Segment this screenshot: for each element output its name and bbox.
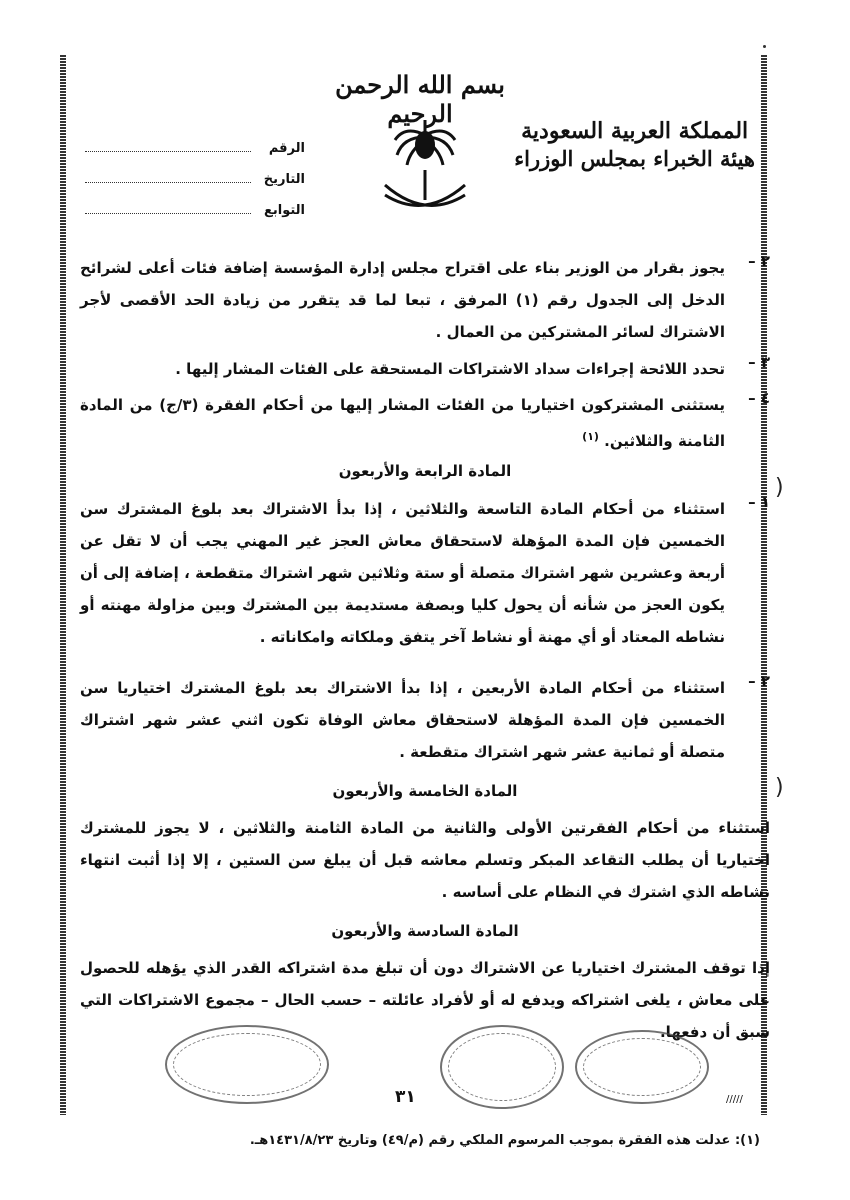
clause-4: [80, 389, 770, 457]
margin-bracket: ): [775, 475, 784, 500]
clause-text: يستثنى المشتركون اختياريا من الفئات المشار إليها من أحكام الفقرة (٣/ج) من المادة الثامنة والثلاثين.: [80, 396, 726, 450]
document-body: [80, 0, 770, 1200]
org-line-2: هيئة الخبراء بمجلس الوزراء: [514, 146, 755, 171]
official-stamp-center: [440, 1025, 564, 1109]
official-stamp-right: [575, 1030, 709, 1104]
margin-bracket: ): [775, 775, 784, 800]
clause-text: استثناء من أحكام المادة الأربعين ، إذا بدأ الاشتراك بعد بلوغ المشترك اختياريا سن الخمسين فإن المدة المؤهلة لاستحقاق معاش الوفاة تكون اثني عشر شهر اشتراك متصلة أو ثمانية عشر شهر اشتراك متقطعة .: [80, 679, 725, 761]
clause-number: ٣ –: [748, 353, 770, 371]
org-line-1: المملكة العربية السعودية: [521, 118, 749, 144]
article-46-heading: المادة السادسة والأربعون: [331, 922, 519, 940]
clause-2: [80, 252, 770, 348]
ref-attachments-label: التوابع: [263, 203, 305, 218]
article-44-clause-1: [80, 493, 770, 653]
clause-number: ١ –: [748, 493, 770, 511]
clause-3: [80, 353, 770, 385]
article-44-clause-2: [80, 672, 770, 768]
clause-text: يجوز بقرار من الوزير بناء على اقتراح مجلس إدارة المؤسسة إضافة فئات أعلى لشرائح الدخل إلى الجدول رقم (١) المرفق ، تبعا لما قد يتقرر من زيادة الحد الأقصى لأجر الاشتراك لسائر المشتركين من العمال .: [80, 259, 725, 341]
clause-number: ٢ –: [748, 252, 770, 270]
ref-date-label: التاريخ: [263, 172, 305, 187]
bismillah: بسم الله الرحمن الرحيم: [335, 70, 505, 128]
page-number: ٣١: [395, 1087, 416, 1107]
clause-text: تحدد اللائحة إجراءات سداد الاشتراكات المستحقة على الفئات المشار إليها .: [175, 360, 725, 378]
clause-number: ٤ –: [748, 389, 770, 407]
clause-text-wrap: [80, 389, 725, 457]
article-45-heading: المادة الخامسة والأربعون: [332, 782, 518, 800]
corner-marks: /////: [726, 1094, 743, 1105]
ref-number-label: الرقم: [268, 141, 305, 156]
article-46-text: إذا توقف المشترك اختياريا عن الاشتراك دون أن تبلغ مدة اشتراكه القدر الذي يؤهله للحصول على معاش ، يلغى اشتراكه ويدفع له أو لأفراد عائلته – حسب الحال – مجموع الاشتراكات التي سبق أن دفعها.: [80, 959, 770, 1041]
footnote-mark: (١): [582, 430, 599, 443]
left-border: [60, 55, 66, 1115]
footnote: (١): عدلت هذه الفقرة بموجب المرسوم الملكي رقم (م/٤٩) وتاريخ ١٤٣١/٨/٢٣هـ.: [249, 1133, 760, 1148]
article-45-text: استثناء من أحكام الفقرتين الأولى والثانية من المادة الثامنة والثلاثين ، لا يجوز للمشترك اختياريا أن يطلب التقاعد المبكر وتسلم معاشه قبل أن يبلغ سن الستين ، إلا إذا أثبت انتهاء نشاطه الذي اشترك في النظام على أساسه .: [80, 819, 770, 901]
article-44-heading: المادة الرابعة والأربعون: [338, 462, 512, 480]
official-stamp-left: [165, 1025, 329, 1104]
clause-text: استثناء من أحكام المادة التاسعة والثلاثين ، إذا بدأ الاشتراك بعد بلوغ المشترك سن الخمسين فإن المدة المؤهلة لاستحقاق معاش العجز غير المهني يجب أن لا تقل عن أربعة وعشرين شهر اشتراك متصلة أو ستة وثلاثين شهر اشتراك متقطعة ، إضافة إلى أن يكون العجز من شأنه أن يحول كليا وبصفة مستديمة بين المشترك وبين مزاولة مهنته أو نشاطه المعتاد أو أي مهنة أو نشاط آخر يتفق وملكاته وامكاناته .: [80, 500, 725, 646]
clause-number: ٢ –: [748, 672, 770, 690]
